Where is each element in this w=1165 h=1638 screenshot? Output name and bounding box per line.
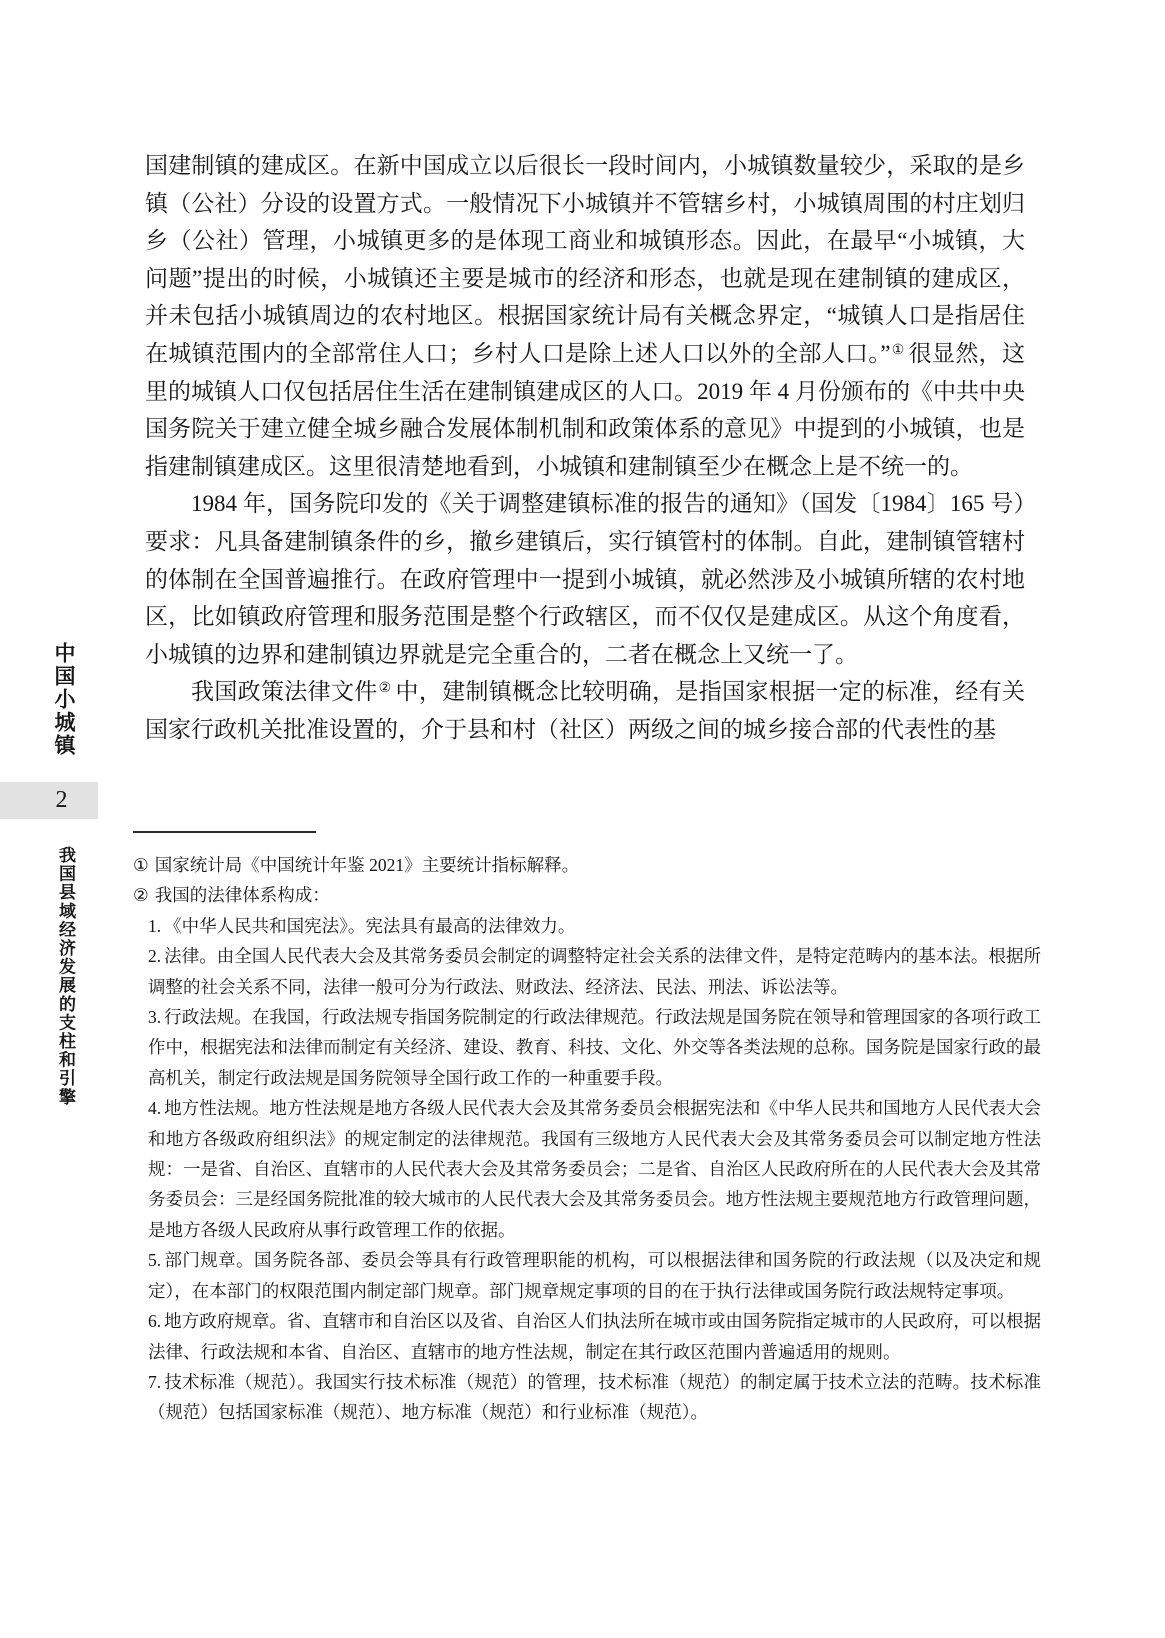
item-number: 6. (148, 1311, 162, 1332)
paragraph-text: 我国政策法律文件 (191, 679, 378, 705)
item-text: 技术标准（规范）。我国实行技术标准（规范）的管理，技术标准（规范）的制定属于技术立法的范畴。技术标准（规范）包括国家标准（规范）、地方标准（规范）和行业标准（规范）。 (148, 1371, 1041, 1423)
item-number: 7. (148, 1371, 162, 1392)
footnote-2-item-2 (148, 941, 1041, 1002)
footnote-2-marker: ② (133, 885, 149, 906)
item-text: 地方政府规章。省、直辖市和自治区以及省、自治区人们执法所在城市或由国务院指定城市的人民政府，可以根据法律、行政法规和本省、自治区、直辖市的地方性法规，制定在其行政区范围内普遍适用的规则。 (148, 1311, 1041, 1362)
item-text: 法律。由全国人民代表大会及其常务委员会制定的调整特定社会关系的法律文件，是特定范畴内的基本法。根据所调整的社会关系不同，法律一般可分为行政法、财政法、经济法、民法、刑法、诉讼法等。 (148, 946, 1041, 997)
item-number: 3. (148, 1007, 162, 1028)
item-text: 地方性法规。地方性法规是地方各级人民代表大会及其常务委员会根据宪法和《中华人民共和国地方人民代表大会和地方各级政府组织法》的规定制定的法律规范。我国有三级地方人民代表大会及其常务委员会可以制定地方性法规：一是省、自治区、直辖市的人民代表大会及其常务委员会；二是省、自治区人民政府所在的人民代表大会及其常务委员会：三是经国务院批准的较大城市的人民代表大会及其常务委员会。地方性法规主要规范地方行政管理问题，是地方各级人民政府从事行政管理工作的依据。 (148, 1098, 1041, 1240)
paragraph-text: 中，建制镇概念比较明确，是指国家根据一定的标准，经有关国家行政机关批准设置的，介于县和村（社区）两级之间的城乡接合部的代表性的基 (145, 679, 1026, 742)
chapter-title-vertical: 我国县域经济发展的支柱和引擎 (56, 846, 75, 1107)
footnote-ref-2: ② (378, 681, 392, 697)
footnote-ref-1: ① (891, 342, 905, 358)
paragraph-text: 很显然，这里的城镇人口仅包括居住生活在建制镇建成区的人口。2019 年 4 月份颁布的《中共中央 国务院关于建立健全城乡融合发展体制机制和政策体系的意见》中提到的小城镇，也是指建制镇建成区。这里很清楚地看到，小城镇和建制镇至少在概念上是不统一的。 (145, 340, 1048, 479)
footnote-2-item-5 (148, 1245, 1041, 1306)
body-paragraph-3 (145, 673, 1025, 748)
item-text: 行政法规。在我国，行政法规专指国务院制定的行政法律规范。行政法规是国务院在领导和管理国家的各项行政工作中，根据宪法和法律而制定有关经济、建设、教育、科技、文化、外交等各类法规的总称。国务院是国家行政的最高机关，制定行政法规是国务院领导全国行政工作的一种重要手段。 (148, 1007, 1041, 1088)
paragraph-text: 国建制镇的建成区。在新中国成立以后很长一段时间内，小城镇数量较少，采取的是乡镇（公社）分设的设置方式。一般情况下小城镇并不管辖乡村，小城镇周围的村庄划归乡（公社）管理，小城镇更多的是体现工商业和城镇形态。因此，在最早“小城镇，大问题”提出的时候，小城镇还主要是城市的经济和形态，也就是现在建制镇的建成区，并未包括小城镇周边的农村地区。根据国家统计局有关概念界定，“城镇人口是指居住在城镇范围内的全部常住人口；乡村人口是除上述人口以外的全部人口。” (145, 153, 1025, 366)
footnote-2-items (148, 911, 1041, 1428)
item-number: 4. (148, 1098, 162, 1119)
page-number: 2 (55, 787, 68, 813)
item-text: 部门规章。国务院各部、委员会等具有行政管理职能的机构，可以根据法律和国务院的行政法规（以及决定和规定），在本部门的权限范围内制定部门规章。部门规章规定事项的目的在于执行法律或国务院行政法规特定事项。 (148, 1250, 1041, 1301)
footnote-2 (133, 880, 1041, 910)
footnote-2-item-6 (148, 1306, 1041, 1367)
page-number-band (0, 782, 98, 819)
paragraph-text: 1984 年，国务院印发的《关于调整建镇标准的报告的通知》（国发〔1984〕165 号）要求：凡具备建制镇条件的乡，撤乡建镇后，实行镇管村的体制。自此，建制镇管辖村的体制在全国普遍推行。在政府管理中一提到小城镇，就必然涉及小城镇所辖的农村地区，比如镇政府管理和服务范围是整个行政辖区，而不仅仅是建成区。从这个角度看，小城镇的边界和建制镇边界就是完全重合的，二者在概念上又统一了。 (145, 491, 1026, 667)
page-body (145, 147, 1048, 749)
footnote-2-item-4 (148, 1093, 1041, 1245)
book-title-vertical: 中国小城镇 (52, 642, 76, 757)
footnotes-section (133, 831, 1041, 1428)
item-number: 2. (148, 946, 162, 967)
footnote-1-text: 国家统计局《中国统计年鉴 2021》主要统计指标解释。 (154, 855, 580, 875)
body-paragraph-2 (145, 485, 1025, 673)
footnote-2-item-1 (148, 911, 1041, 941)
footnote-2-item-7 (148, 1367, 1041, 1428)
item-number: 5. (148, 1250, 162, 1271)
item-number: 1. (148, 915, 162, 936)
footnote-2-item-3 (148, 1002, 1041, 1093)
body-paragraph-1 (145, 147, 1048, 485)
footnote-2-text: 我国的法律体系构成： (154, 885, 330, 906)
footnote-1-marker: ① (133, 855, 149, 875)
footnote-1 (133, 850, 1041, 880)
item-text: 《中华人民共和国宪法》。宪法具有最高的法律效力。 (164, 915, 576, 936)
footnote-divider (133, 831, 316, 833)
